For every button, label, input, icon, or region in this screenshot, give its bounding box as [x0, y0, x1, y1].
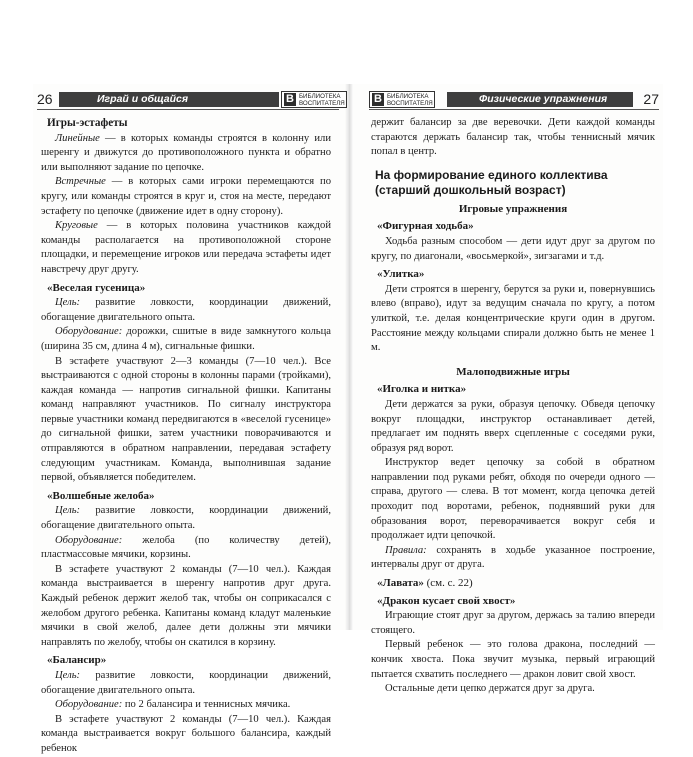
exercise-title: «Улитка» — [377, 268, 425, 281]
logo-text: БИБЛИОТЕКА ВОСПИТАТЕЛЯ — [387, 93, 433, 107]
logo-letter: B — [284, 93, 296, 106]
right-page-header — [369, 91, 659, 108]
game-description: В эстафете участвуют 2—3 команды (7—10 чел.). Все выстраиваются с одной стороны в колонны парами (тройками), каждая команда — напротив сигнальной фишки. Капитаны команд направляют участников. По сигналу инструктора первые участники команд передвигаются в «веселой гусенице» до сигнальной фишки, затем участники поворачиваются и отправляются в обратном направлении, передавая эстафету следующим участникам. Команда, выполнившая задание первой, объявляется победителем. — [41, 355, 331, 484]
exercise-title: «Фигурная ходьба» — [377, 220, 474, 233]
exercise-description: Ходьба разным способом — дети идут друг за другом по кругу, по диагонали, «восьмеркой», зигзагами и т.д. — [371, 235, 655, 262]
library-logo — [281, 91, 347, 108]
equipment-paragraph: Оборудование: желоба (по количеству детей), пластмассовые мячики, корзины. — [41, 534, 331, 561]
continuation-paragraph: держит балансир за две веревочки. Дети каждой команды стараются держать балансир так, чтобы теннисный мячик попал в центр. — [371, 117, 655, 158]
definition-paragraph: Круговые — в которых половина участников каждой команды располагается на противоположной стороне площадки, и перемещение игроков или передача эстафеты идет навстречу друг другу. — [41, 220, 331, 275]
game-title-with-reference: «Лавата» (см. с. 22) — [377, 577, 473, 590]
game-description: Инструктор ведет цепочку за собой в обратном направлении под руками ребят, обходя по очереди одного — справа, другого — слева. В тот момент, когда цепочка детей проходит под воротами, ребенок, поднявший руки для образования ворот, переворачивается вокруг себя и продолжает идти цепочкой. — [371, 457, 655, 542]
header-rule — [369, 109, 659, 110]
exercise-description: Дети строятся в шеренгу, берутся за руки и, повернувшись влево (вправо), идут за ведущим сначала по кругу, а потом улиткой, т.е. делая концентрические круги один в другом. Расстояние между кольцами спирали должно быть не менее 1 м. — [371, 283, 655, 354]
game-description: Первый ребенок — это голова дракона, последний — кончик хвоста. Пока звучит музыка, первый играющий пытается схватить последнего — дракон ловит свой хвост. — [371, 639, 655, 680]
definition-paragraph: Линейные — в которых команды строятся в колонну или шеренгу и движутся до противоположного пункта и обратно или выполняют задание по цепочке. — [41, 132, 331, 173]
definition-paragraph: Встречные — в которых сами игроки перемещаются по кругу, или команды строятся в круг и, стоя на месте, передают эстафету по цепочке (движение идет в одну сторону). — [41, 176, 331, 217]
left-page — [33, 84, 347, 754]
subsection-heading: Малоподвижные игры — [456, 365, 570, 378]
header-rule — [37, 109, 339, 110]
rules-paragraph: Правила: сохранять в ходьбе указанное построение, интервалы друг от друга. — [371, 544, 655, 571]
left-page-text — [41, 116, 331, 757]
left-page-header — [37, 91, 345, 108]
game-title: «Иголка и нитка» — [377, 383, 467, 396]
game-title: «Дракон кусает свой хвост» — [377, 594, 516, 607]
game-description: Дети держатся за руки, образуя цепочку. Обведя цепочку вокруг площадки, инструктор останавливает детей, предлагает им поднять вверх сцепленные с соседями руки, образуя ряд ворот. — [371, 398, 655, 454]
goal-paragraph: Цель: развитие ловкости, координации движений, обогащение двигательного опыта. — [41, 297, 331, 323]
game-description: В эстафете участвуют 2 команды (7—10 чел.). Каждая команда выстраивается в шеренгу напротив друг друга. Каждый ребенок держит желоб так, чтобы он соприкасался с желобом другого ребенка. Капитаны команд кладут маленькие мячики в свой желоб, далее дети должны эти мячики направлять по желобу, чтобы он скатился в корзину. — [41, 563, 331, 648]
goal-paragraph: Цель: развитие ловкости, координации движений, обогащение двигательного опыта. — [41, 505, 331, 532]
equipment-paragraph: Оборудование: дорожки, сшитые в виде замкнутого кольца (ширина 35 см, длина 4 м), сигнальные фишки. — [41, 326, 331, 352]
logo-letter: B — [372, 93, 384, 106]
subsection-heading: Игровые упражнения — [458, 202, 568, 215]
equipment-paragraph: Оборудование: по 2 балансира и теннисных мячика. — [55, 699, 291, 711]
game-title: «Балансир» — [47, 654, 107, 667]
book-gutter-shadow — [345, 84, 353, 630]
main-heading: На формирование единого коллектива (старший дошкольный возраст) — [375, 167, 608, 197]
library-logo — [369, 91, 435, 108]
game-title: «Волшебные желоба» — [47, 489, 155, 502]
page-number: 27 — [643, 91, 659, 107]
game-description: В эстафете участвуют 2 команды (7—10 чел.). Каждая команда выстраивается вокруг большого балансира, каждый ребенок — [41, 713, 331, 754]
running-header-title: Играй и общайся — [59, 92, 279, 107]
game-description: Играющие стоят друг за другом, держась за талию впереди стоящего. — [371, 610, 655, 636]
running-header-title: Физические упражнения — [447, 92, 633, 107]
goal-paragraph: Цель: развитие ловкости, координации движений, обогащение двигательного опыта. — [41, 669, 331, 696]
game-description: Остальные дети цепко держатся друг за друга. — [385, 683, 595, 695]
right-page-text — [371, 116, 655, 697]
page-number: 26 — [37, 91, 53, 107]
game-title: «Веселая гусеница» — [47, 281, 146, 294]
right-page — [351, 84, 663, 695]
section-title: Игры-эстафеты — [47, 117, 128, 129]
logo-text: БИБЛИОТЕКА ВОСПИТАТЕЛЯ — [299, 93, 345, 107]
